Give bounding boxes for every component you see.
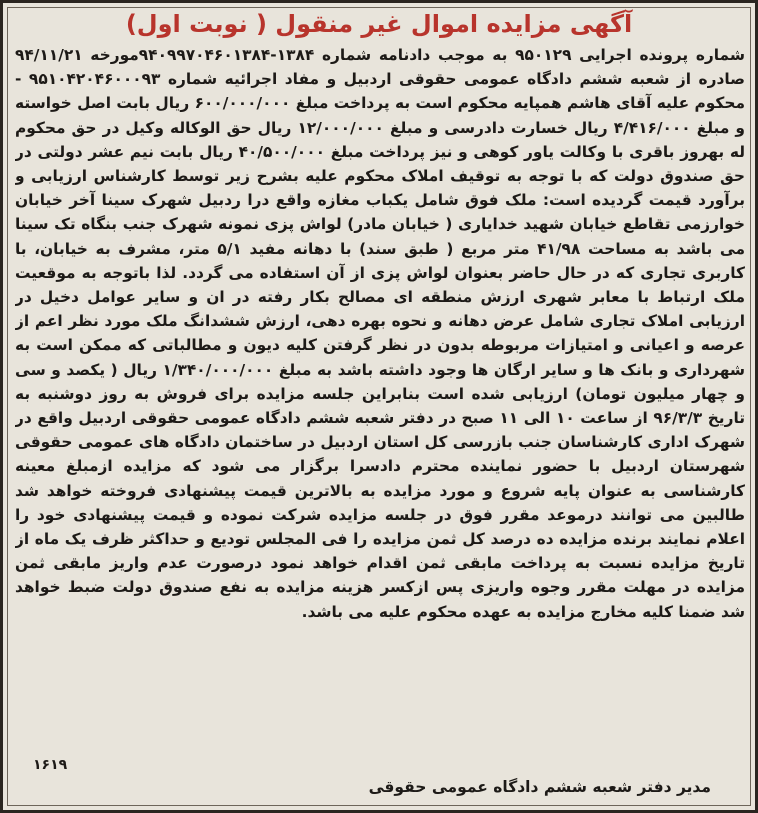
signature-line: مدیر دفتر شعبه ششم دادگاه عمومی حقوقی [368, 778, 711, 796]
notice-body: شماره پرونده اجرایی ۹۵۰۱۲۹ به موجب دادنامه شماره ۱۳۸۴-۹۴۰۹۹۷۰۴۶۰۱۳۸۴مورخه ۹۴/۱۱/۲۱ صادره از شعبه ششم دادگاه عمومی حقوقی اردبیل و مفاد اجرائیه شماره ۹۵۱۰۴۲۰۴۶۰۰۰۹۳ - محکوم علیه آقای هاشم همپایه محکوم است به پرداخت مبلغ ۶۰۰/۰۰۰/۰۰۰ ریال بابت اصل خواسته و مبلغ ۴/۴۱۶/۰۰۰ ریال خسارت دادرسی و مبلغ ۱۲/۰۰۰/۰۰۰ ریال حق الوکاله وکیل در حق محکوم له بهروز باقری با وکالت یاور کوهی و نیز پرداخت مبلغ ۴۰/۵۰۰/۰۰۰ ریال بابت نیم عشر دولتی در حق صندوق دولت که با توجه به توقیف املاک محکوم علیه بشرح زیر توسط کارشناس ارزیابی و برآورد قیمت گردیده است: ملک فوق شامل یکباب مغازه واقع درا ردبیل شهرک سینا آخر خیابان خوارزمی تقاطع خیابان شهید خدایاری ( خیابان مادر) لواش پزی نمونه شهرک جنب بنگاه تک سینا می باشد به مساحت ۴۱/۹۸ متر مربع ( طبق سند) با دهانه مفید ۵/۱ متر، مشرف به خیابان، با کاربری تجاری که در حال حاضر بعنوان لواش پزی از آن استفاده می گردد. لذا باتوجه به موقعیت ملک ارتباط با معابر شهری ارزش منطقه ای مصالح بکار رفته در ان و سایر عوامل دخیل در ارزیابی املاک تجاری شامل عرض دهانه و نحوه بهره دهی، ارزش ششدانگ ملک مورد نظر اعم از عرصه و اعیانی و امتیازات مربوطه بدون در نظر گرفتن کلیه دیون و مطالباتی که ممکن است به شهرداری و بانک ها و سایر ارگان ها وجود داشته باشد به مبلغ ۱/۳۴۰/۰۰۰/۰۰۰ ریال ( یکصد و سی و چهار میلیون تومان) ارزیابی شده است بنابراین جلسه مزایده برای فروش به روز دوشنبه به تاریخ ۹۶/۳/۳ از ساعت ۱۰ الی ۱۱ صبح در دفتر شعبه ششم دادگاه عمومی حقوقی اردبیل واقع در شهرک اداری کارشناسان جنب بازرسی کل استان اردبیل در ساختمان دادگاه های عمومی حقوقی شهرستان اردبیل با حضور نماینده محترم دادسرا برگزار می شود که مزایده ازمبلغ معینه کارشناسی به عنوان پایه شروع و مورد مزایده به بالاترین قیمت پیشنهادی فروخته خواهد شد طالبین می توانند درموعد مقرر فوق در جلسه مزایده شرکت نموده و قیمت پیشنهادی خود را اعلام نمایند برنده مزایده ده درصد کل ثمن مزایده را فی المجلس تودیع و حداکثر ظرف یک ماه از تاریخ مزایده نسبت به پرداخت مابقی ثمن اقدام خواهد نمود درصورت عدم واریز مابقی ثمن مزایده در مهلت مقرر وجوه واریزی پس ازکسر هزینه مزایده به نفع صندوق دولت ضبط خواهد شد ضمنا کلیه مخارج مزایده به عهده محکوم علیه می باشد. [15, 46, 745, 621]
notice-title: آگهی مزایده اموال غیر منقول ( نوبت اول) [125, 10, 633, 38]
ad-code: ۱۶۱۹ [33, 757, 68, 773]
notice-footer [17, 757, 741, 800]
